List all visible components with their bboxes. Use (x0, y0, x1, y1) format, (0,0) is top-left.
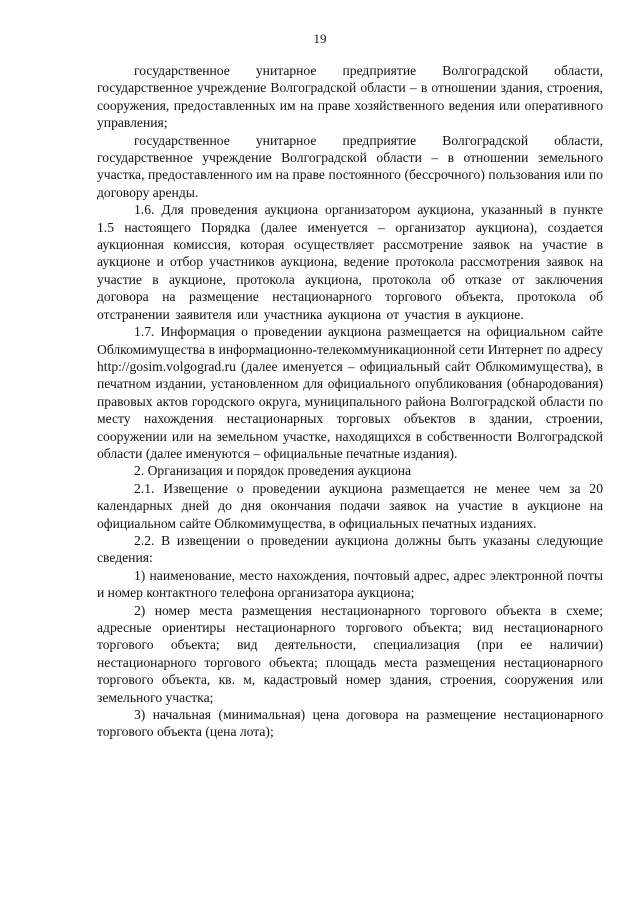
document-body (97, 62, 603, 741)
paragraph-2-1: 2.1. Извещение о проведении аукциона размещается не менее чем за 20 календарных дней до дня окончания подачи заявок на участие в аукционе на официальном сайте Облкомимущества, в официальных печатных изданиях. (97, 480, 603, 531)
list-item-3: 3) начальная (минимальная) цена договора на размещение нестационарного торгового объекта (цена лота); (97, 707, 603, 740)
paragraph-1-6: 1.6. Для проведения аукциона организатором аукциона, указанный в пункте 1.5 настоящего Порядка (далее именуется – организатор аукциона), создается аукционная комиссия, которая осуществляет рассмотрение заявок на участие в аукционе и отбор участников аукциона, ведение протокола рассмотрения заявок на участие в аукционе, протокола аукциона, протокола об отказе от заключения договора на размещение нестационарного торгового объекта, протокола об отстранении заявителя или участника аукциона от участия в аукционе. (97, 202, 603, 322)
page-number: 19 (313, 31, 327, 46)
paragraph-1-7: 1.7. Информация о проведении аукциона размещается на официальном сайте Облкомимущества в информационно-телекоммуникационной сети Интернет по адресу http://gosim.volgograd.ru (далее именуется – официальный сайт Облкомимущества), в печатном издании, установленном для официального опубликования (обнародования) правовых актов городского округа, муниципального района Волгоградской области по месту нахождения нестационарных торговых объектов в здании, строении, сооружении или на земельном участке, находящихся в собственности Волгоградской области (далее именуются – официальные печатные издания). (97, 324, 603, 461)
section-heading: 2. Организация и порядок проведения аукциона (134, 463, 412, 479)
list-item-2: 2) номер места размещения нестационарного торгового объекта в схеме; адресные ориентиры нестационарного торгового объекта; вид нестационарного торгового объекта; вид деятельности, специализация (при ее наличии) нестационарного торгового объекта; площадь места размещения нестационарного торгового объекта, кв. м, кадастровый номер здания, строения, сооружения или земельного участка; (97, 602, 603, 705)
paragraph-2-2: 2.2. В извещении о проведении аукциона должны быть указаны следующие сведения: (97, 532, 603, 566)
list-item-1: 1) наименование, место нахождения, почтовый адрес, адрес электронной почты и номер контактного телефона организатора аукциона; (97, 567, 603, 601)
paragraph-gup-land: государственное унитарное предприятие Волгоградской области, государственное учреждение Волгоградской области – в отношении земельного участка, предоставленного им на праве постоянного (бессрочного) пользования или по договору аренды. (97, 132, 603, 200)
paragraph-gup-building: государственное унитарное предприятие Волгоградской области, государственное учреждение Волгоградской области – в отношении здания, строения, сооружения, предоставленных им на праве хозяйственного ведения или оперативного управления; (97, 63, 603, 131)
